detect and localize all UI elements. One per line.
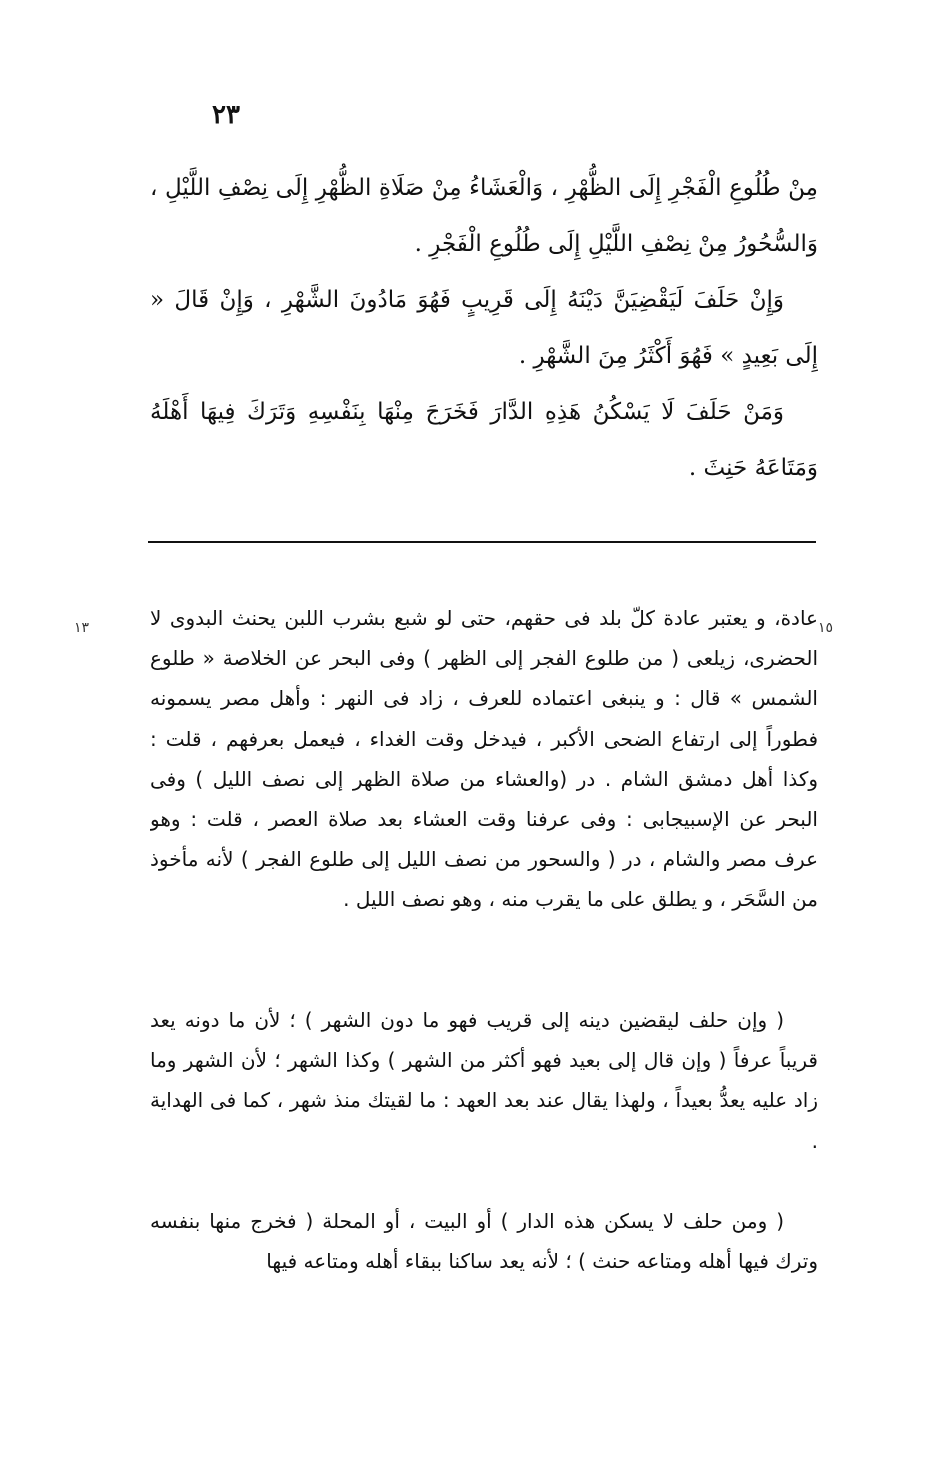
main-text-paragraph-2: وَإِنْ حَلَفَ لَيَقْضِيَنَّ دَيْنَهُ إِلَى قَرِيبٍ فَهُوَ مَادُونَ الشَّهْرِ ، وَإِنْ قَالَ « إِلَى بَعِيدٍ » فَهُوَ أَكْثَرُ مِنَ الشَّهْرِ .: [150, 287, 818, 369]
commentary-paragraph-3: ( ومن حلف لا يسكن هذه الدار ) أو البيت ، أو المحلة ( فخرج منها بنفسه وترك فيها أهله ومتاعه حنث ) ؛ لأنه يعد ساكنا ببقاء أهله ومتاعه فيها: [150, 1209, 818, 1274]
main-text-paragraph-3: وَمَنْ حَلَفَ لَا يَسْكُنُ هَذِهِ الدَّارَ فَخَرَجَ مِنْهَا بِنَفْسِهِ وَتَرَكَ فِيهَا أَهْلَهُ وَمَتَاعَهُ حَنِثَ .: [150, 399, 818, 481]
page-number: ٢٣: [212, 100, 240, 130]
commentary-paragraph-2: ( وإن حلف ليقضين دينه إلى قريب فهو ما دون الشهر ) ؛ لأن ما دونه يعد قريباً عرفاً ( وإن قال إلى بعيد فهو أكثر من الشهر ) وكذا الشهر ؛ لأن الشهر وما زاد عليه يعدُّ بعيداً ، ولهذا يقال عند بعد العهد : ما لقيتك منذ شهر ، كما فى الهداية .: [150, 1008, 818, 1153]
separator-rule: [148, 541, 816, 543]
margin-note-right: ١٥: [818, 620, 834, 636]
commentary: [150, 598, 818, 1283]
main-text-paragraph-1: مِنْ طُلُوعِ الْفَجْرِ إِلَى الظُّهْرِ ، وَالْعَشَاءُ مِنْ صَلَاةِ الظُّهْرِ إِلَى نِصْفِ اللَّيْلِ ، وَالسُّحُورُ مِنْ نِصْفِ اللَّيْلِ إِلَى طُلُوعِ الْفَجْرِ .: [150, 175, 818, 257]
margin-note-left: ١٣: [74, 620, 90, 636]
main-text: [150, 160, 818, 496]
commentary-paragraph-1: عادة، و يعتبر عادة كلّ بلد فى حقهم، حتى لو شبع بشرب اللبن يحنث البدوى لا الحضرى، زيلعى ( من طلوع الفجر إلى الظهر ) وفى البحر عن الخلاصة « طلوع الشمس » قال : و ينبغى اعتماده للعرف ، زاد فى النهر : وأهل مصر يسمونه فطوراً إلى ارتفاع الضحى الأكبر ، فيدخل وقت الغداء ، فيعمل بعرفهم ، قلت : وكذا أهل دمشق الشام . در (والعشاء من صلاة الظهر إلى نصف الليل ) وفى البحر عن الإسبيجابى : وفى عرفنا وقت العشاء بعد صلاة العصر ، قلت : وهو عرف مصر والشام ، در ( والسحور من نصف الليل إلى طلوع الفجر ) لأنه مأخوذ من السَّحَر ، و يطلق على ما يقرب منه ، وهو نصف الليل .: [150, 606, 818, 912]
